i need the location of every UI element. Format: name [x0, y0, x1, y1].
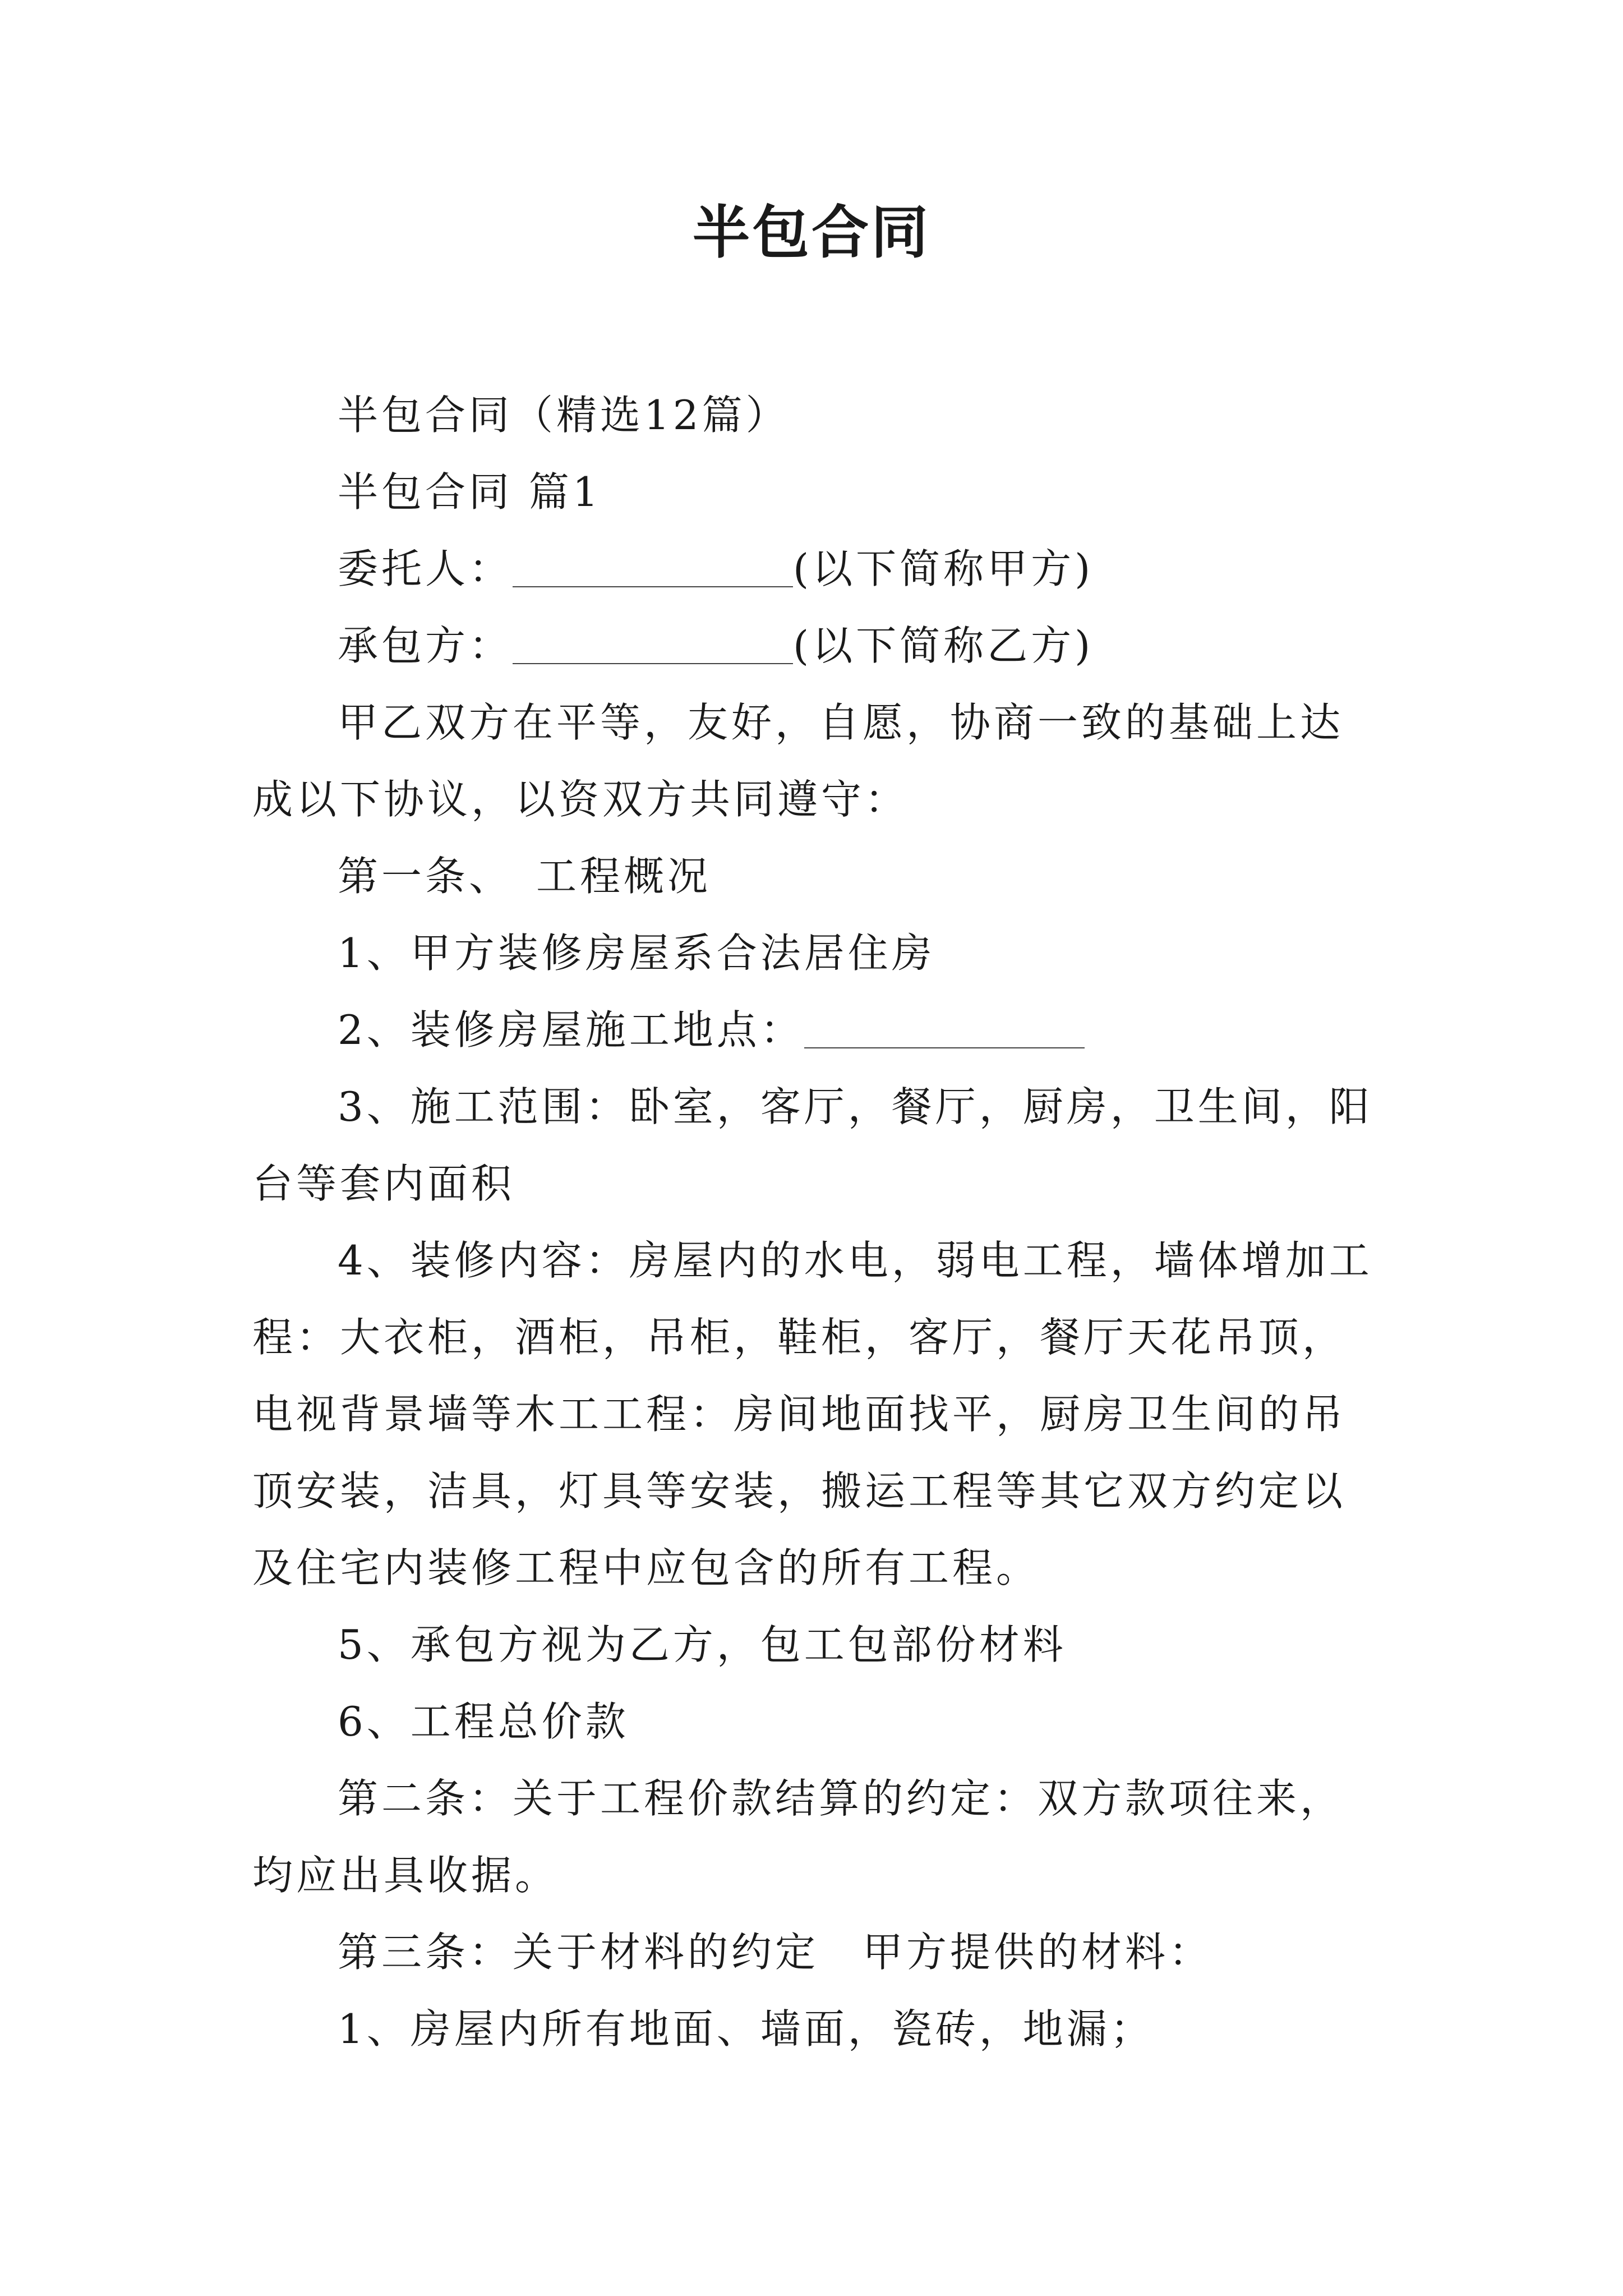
contractor-note: (以下简称乙方) [793, 622, 1094, 669]
document-title: 半包合同 [693, 199, 930, 266]
site-label: 2、装修房屋施工地点： [338, 1006, 804, 1053]
client-blank-line [513, 553, 793, 587]
paragraph-item-5: 5、承包方视为乙方，包工包部份材料 [338, 1621, 1067, 1668]
paragraph-article-1: 第一条、 工程概况 [338, 853, 712, 900]
document-body [252, 377, 1380, 2068]
paragraph-materials-item-1: 1、房屋内所有地面、墙面，瓷砖，地漏； [338, 2005, 1154, 2053]
paragraph-client-line [252, 531, 1380, 608]
paragraph-article-3: 第三条：关于材料的约定 甲方提供的材料： [338, 1929, 1213, 1976]
paragraph-item-3: 3、施工范围：卧室，客厅，餐厅，厨房，卫生间，阳台等套内面积 [252, 1083, 1373, 1207]
paragraph-item-1: 1、甲方装修房屋系合法居住房 [338, 930, 935, 977]
paragraph-item-2 [252, 992, 1380, 1069]
site-blank-line [804, 1014, 1085, 1048]
paragraph-item-6: 6、工程总价款 [338, 1698, 629, 1745]
paragraph-agreement-intro: 甲乙双方在平等，友好，自愿，协商一致的基础上达成以下协议，以资双方共同遵守： [252, 699, 1344, 823]
contractor-blank-line [513, 629, 793, 664]
paragraph-contractor-line [252, 608, 1380, 684]
client-label: 委托人： [338, 545, 513, 592]
contractor-label: 承包方： [338, 622, 513, 669]
paragraph-item-4: 4、装修内容：房屋内的水电，弱电工程，墙体增加工程：大衣柜，酒柜，吊柜，鞋柜，客厅，餐厅天花吊顶，电视背景墙等木工工程：房间地面找平，厨房卫生间的吊顶安装，洁具，灯具等安装，搬运工程等其它双方约定以及住宅内装修工程中应包含的所有工程。 [252, 1237, 1373, 1591]
client-note: (以下简称甲方) [793, 545, 1094, 592]
paragraph-section-heading: 半包合同 篇1 [338, 468, 602, 516]
paragraph-article-2: 第二条：关于工程价款结算的约定：双方款项往来，均应出具收据。 [252, 1775, 1344, 1899]
paragraph-subtitle: 半包合同（精选12篇） [338, 392, 790, 439]
